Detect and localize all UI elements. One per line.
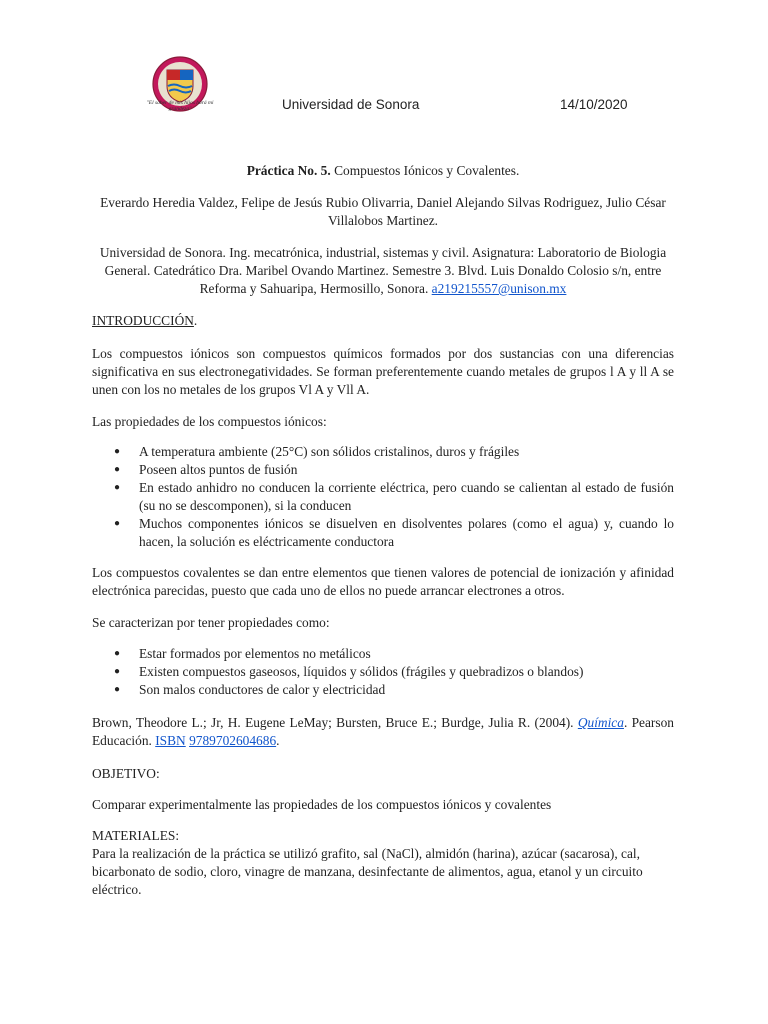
isbn-label-link[interactable]: ISBN [155,733,186,748]
university-seal-logo [147,56,213,122]
reference-text: Brown, Theodore L.; Jr, H. Eugene LeMay; Bursten, Bruce E.; Burdge, Julia R. (2004). [92,715,578,730]
title-rest: Compuestos Iónicos y Covalentes. [330,163,520,178]
ionic-props-list [92,443,674,551]
list-item: ● Existen compuestos gaseosos, líquidos y sólidos (frágiles y quebradizos o blandos) [114,664,584,679]
covalent-props-intro: Se caracterizan por tener propiedades como: [92,615,330,630]
affiliation-text: Universidad de Sonora. Ing. mecatrónica, industrial, sistemas y civil. Asignatura: Laboratorio de Biologia General. Catedrático Dra. Maribel Ovando Martinez. Semestre 3. Blvd. Luis Donaldo Colosio s/n, entre Reforma y Sahuaripa, Hermosillo, Sonora. [99,245,667,296]
materiales-text: Para la realización de la práctica se utilizó grafito, sal (NaCl), almidón (harina), azúcar (sacarosa), cal, bicarbonato de sodio, cloro, vinagre de manzana, desinfectante de alimentos, agua, etanol y un circuito eléctrico. [92,846,643,897]
covalent-props-list [92,645,674,699]
list-item: ● Son malos conductores de calor y electricidad [114,682,386,697]
materiales-heading: MATERIALES: [92,828,180,843]
header-university: Universidad de Sonora [282,97,420,112]
university-motto: "El saber de mis hijos hará mi grandeza" [146,100,214,112]
header-date: 14/10/2020 [560,97,628,112]
reference-publisher: . Pearson Educación. [92,715,674,748]
list-item: ● A temperatura ambiente (25°C) son sólidos cristalinos, duros y frágiles [114,444,520,459]
list-item: ● Muchos componentes iónicos se disuelven en disolventes polares (como el agua) y, cuando lo hacen, la solución es eléctricamente conductora [114,516,674,549]
affiliation [92,244,674,298]
authors: Everardo Heredia Valdez, Felipe de Jesús Rubio Olivarria, Daniel Alejando Silvas Rodriguez, Julio César Villalobos Martinez. [100,195,666,228]
list-item: ● Poseen altos puntos de fusión [114,462,298,477]
isbn-link[interactable]: 9789702604686 [189,733,277,748]
objetivo-heading: OBJETIVO: [92,766,160,781]
list-item: ● Estar formados por elementos no metálicos [114,646,371,661]
book-link[interactable]: Química [577,715,624,730]
document-title [92,162,674,180]
objetivo-text: Comparar experimentalmente las propiedades de los compuestos iónicos y covalentes [92,797,552,812]
intro-paragraph-1: Los compuestos iónicos son compuestos químicos formados por dos sustancias con una diferencias significativa en sus electronegatividades. Se forman preferentemente cuando metales de grupos l A y ll A se unen con los no metales de los grupos Vl A y Vll A. [92,346,674,397]
list-item: ● En estado anhidro no conducen la corriente eléctrica, pero cuando se calientan al estado de fusión (su no se descomponen), si la conducen [114,480,674,513]
reference: Brown, Theodore L.; Jr, H. Eugene LeMay; Bursten, Bruce E.; Burdge, Julia R. (2004). Química. Pearson Educación. ISBN 9789702604686. [92,715,674,748]
intro-paragraph-2: Los compuestos covalentes se dan entre elementos que tienen valores de potencial de ionización y afinidad electrónica parecidas, puesto que cada uno de ellos no puede arrancar electrones a otros. [92,565,674,598]
email-link[interactable]: a219215557@unison.mx [431,281,567,296]
title-bold: Práctica No. 5. [246,163,331,178]
introduccion-heading: INTRODUCCIÓN. [92,313,198,328]
ionic-props-intro: Las propiedades de los compuestos iónicos: [92,414,327,429]
